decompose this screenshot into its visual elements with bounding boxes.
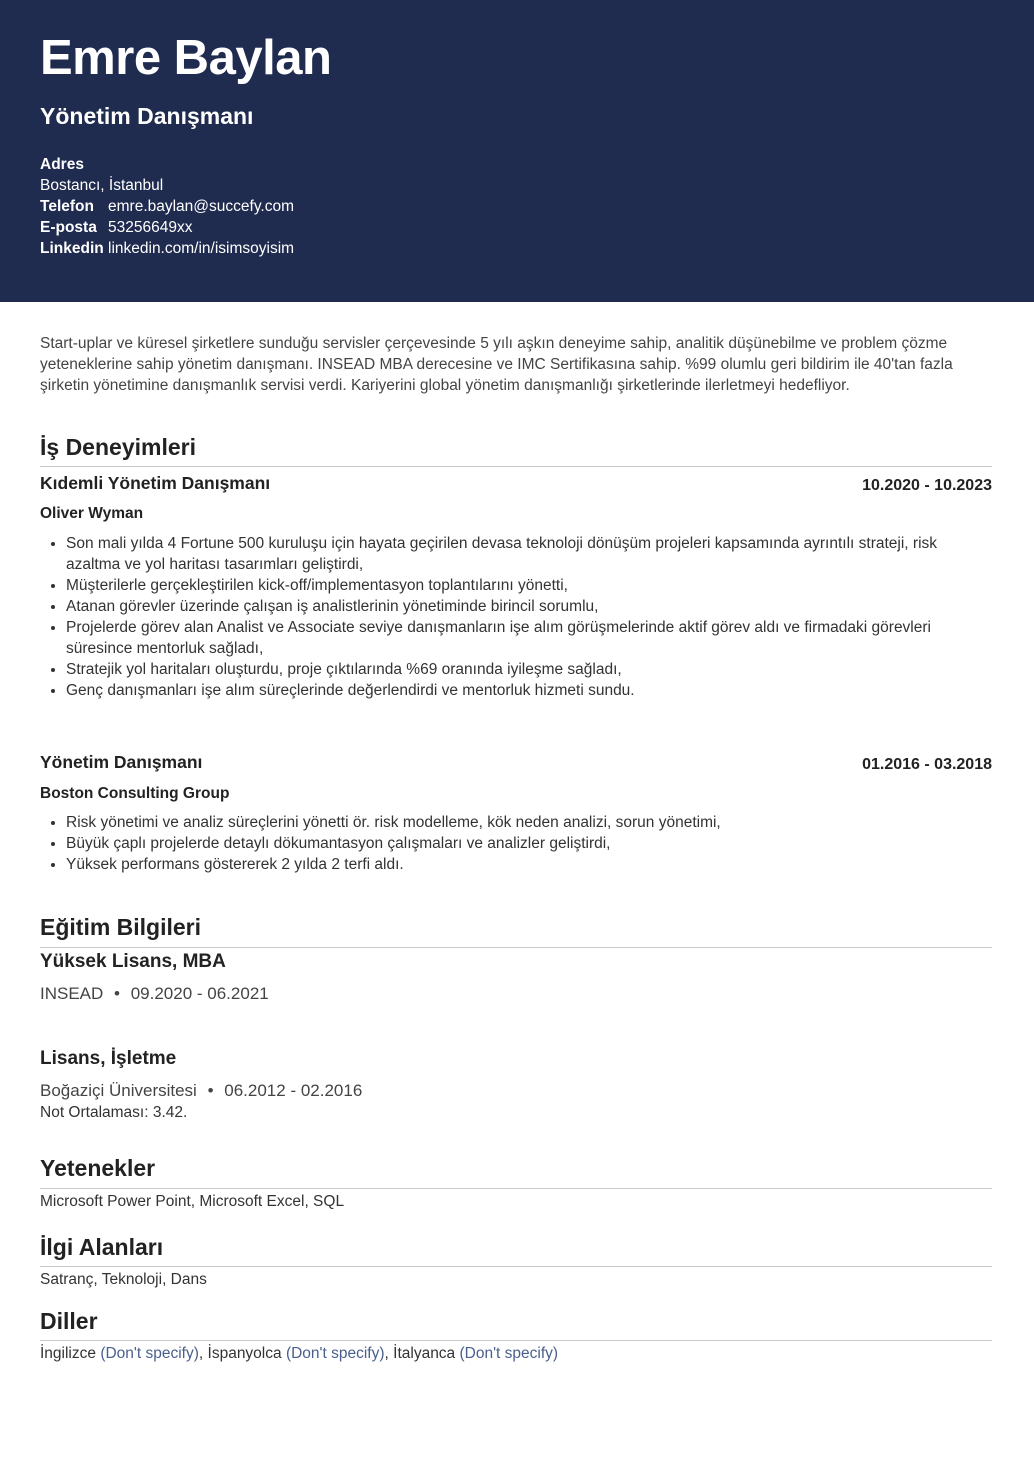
education-divider [40, 947, 992, 948]
job-company: Oliver Wyman [40, 505, 144, 522]
skills-text: Microsoft Power Point, Microsoft Excel, SQL [40, 1193, 345, 1210]
skills-heading: Yetenekler [40, 1155, 156, 1181]
candidate-name: Emre Baylan [40, 31, 332, 85]
school-dates: 06.2012 - 02.2016 [224, 1081, 363, 1100]
candidate-title: Yönetim Danışmanı [40, 103, 254, 129]
language-level: (Don't specify) [459, 1345, 559, 1362]
list-item: • Projelerde görev alan Analist ve Associate seviye danışmanların işe alım görüşmelerinde aktif görev aldı ve firmadaki görevleri süresince mentorluk sağladı, [66, 617, 992, 659]
school-name: INSEAD [40, 984, 104, 1003]
list-item: • Yüksek performans göstererek 2 yılda 2 terfi aldı. [66, 854, 992, 875]
phone-label: Telefon [40, 198, 94, 215]
list-item: • Müşterilerle gerçekleştirilen kick-off/implementasyon toplantılarını yönetti, [66, 575, 992, 596]
email-value[interactable]: 53256649xx [108, 219, 193, 236]
email-label: E-posta [40, 219, 97, 236]
school-name: Boğaziçi Üniversitesi [40, 1081, 197, 1100]
languages-divider [40, 1340, 992, 1341]
education-heading: Eğitim Bilgileri [40, 914, 202, 940]
job-bullets [40, 533, 992, 701]
experience-heading: İş Deneyimleri [40, 434, 196, 460]
language-name: İspanyolca [207, 1345, 282, 1362]
bullet-separator: • [114, 984, 120, 1003]
degree-title: Lisans, İşletme [40, 1048, 177, 1069]
language-level: (Don't specify) [285, 1345, 385, 1362]
list-item: • Risk yönetimi ve analiz süreçlerini yönetti ör. risk modelleme, kök neden analizi, sorun yönetimi, [66, 812, 992, 833]
list-item: • Stratejik yol haritaları oluşturdu, proje çıktılarında %69 oranında iyileşme sağladı, [66, 659, 992, 680]
language-separator: , [198, 1345, 208, 1362]
job-company: Boston Consulting Group [40, 785, 230, 802]
profile-summary: Start-uplar ve küresel şirketlere sunduğu servisler çerçevesinde 5 yılı aşkın deneyime sahip, analitik düşünebilme ve problem çözme yeteneklerine sahip yönetim danışmanı. INSEAD MBA derecesine ve IMC Sertifikasına sahip. %99 olumlu geri bildirim ile 40'tan fazla şirketin yönetimine danışmanlık servisi verdi. Kariyerini global yönetim danışmanlığı şirketlerinde ilerletmeyi hedefliyor. [40, 335, 953, 394]
gpa-note: Not Ortalaması: 3.42. [40, 1104, 188, 1121]
interests-divider [40, 1266, 992, 1267]
degree-title: Yüksek Lisans, MBA [40, 951, 226, 972]
language-separator: , [384, 1345, 394, 1362]
linkedin-label: Linkedin [40, 240, 104, 257]
language-level: (Don't specify) [100, 1345, 199, 1362]
school-dates: 09.2020 - 06.2021 [130, 984, 269, 1003]
resume-header [0, 0, 1034, 302]
interests-text: Satranç, Teknoloji, Dans [40, 1271, 207, 1288]
skills-divider [40, 1188, 992, 1189]
language-name: İtalyanca [393, 1345, 456, 1362]
school-line [40, 1081, 992, 1101]
linkedin-link[interactable]: linkedin.com/in/isimsoyisim [108, 240, 295, 257]
job-role: Kıdemli Yönetim Danışmanı [40, 473, 271, 493]
bullet-separator: • [207, 1081, 214, 1100]
job-bullets [40, 812, 992, 875]
contact-block [40, 154, 294, 259]
address-value: Bostancı, İstanbul [40, 177, 164, 194]
list-item: • Atanan görevler üzerinde çalışan iş analistlerinin yönetiminde birincil sorumlu, [66, 596, 992, 617]
school-line [40, 984, 992, 1004]
list-item: • Genç danışmanları işe alım süreçlerinde değerlendirdi ve mentorluk hizmeti sundu. [66, 680, 992, 701]
list-item: • Son mali yılda 4 Fortune 500 kuruluşu için hayata geçirilen devasa teknoloji dönüşüm projeleri kapsamında ayrıntılı strateji, risk azaltma ve yol haritası tasarımları geliştirdi, [66, 533, 992, 575]
languages-heading: Diller [40, 1308, 98, 1334]
languages-list [40, 1345, 992, 1363]
list-item: • Büyük çaplı projelerde detaylı dökumantasyon çalışmaları ve analizler geliştirdi, [66, 833, 992, 854]
job-dates: 10.2020 - 10.2023 [862, 477, 992, 494]
experience-divider [40, 466, 992, 467]
interests-heading: İlgi Alanları [40, 1234, 164, 1260]
job-dates: 01.2016 - 03.2018 [862, 756, 992, 773]
job-role: Yönetim Danışmanı [40, 752, 203, 772]
address-label: Adres [40, 156, 84, 173]
language-name: İngilizce [40, 1345, 96, 1362]
phone-value[interactable]: emre.baylan@succefy.com [108, 198, 295, 215]
